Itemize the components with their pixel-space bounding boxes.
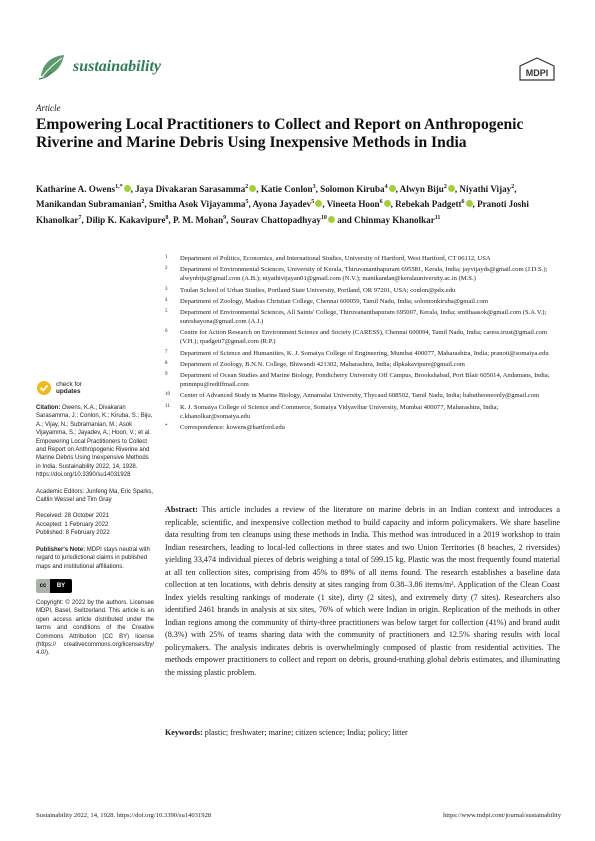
publisher-note-label: Publisher's Note: bbox=[36, 546, 86, 553]
author-name-text: Katie Conlon bbox=[260, 184, 313, 195]
check-updates-line2: updates bbox=[56, 388, 81, 395]
orcid-icon[interactable] bbox=[249, 185, 256, 192]
orcid-icon[interactable] bbox=[466, 200, 473, 207]
affiliation-number: 9 bbox=[165, 372, 168, 378]
author-name[interactable] bbox=[36, 199, 144, 209]
orcid-icon[interactable] bbox=[384, 200, 391, 207]
mdpi-logo-text: MDPI bbox=[525, 68, 549, 78]
affiliation-text: Department of Environmental Sciences, All Saints' College, Thiruvananthapuram 695007, Kerala, India; smithaasok@gmail.com (S.A.V.); sureshayona@gmail.com (A.J.) bbox=[180, 309, 547, 325]
author-affiliation-marker: 4 bbox=[384, 184, 388, 190]
affiliation-item bbox=[165, 350, 565, 359]
affiliation-text: Toulan School of Urban Studies, Portland State University, Portland, OR 97201, USA; conlon@pdx.edu bbox=[180, 286, 456, 294]
affiliation-number: 2 bbox=[165, 266, 168, 272]
author-name-text: Ayona Jayadev bbox=[252, 199, 312, 210]
published-date: Published: 8 February 2022 bbox=[36, 530, 110, 537]
author-name-text: Alwyn Biju bbox=[399, 184, 444, 195]
cc-by-license-badge[interactable] bbox=[36, 579, 72, 593]
author-name[interactable] bbox=[261, 184, 316, 194]
author-name[interactable] bbox=[459, 184, 514, 194]
keywords-label: Keywords: bbox=[165, 728, 203, 737]
check-updates-icon bbox=[36, 380, 52, 396]
affiliation-item bbox=[165, 404, 565, 422]
received-date: Received: 28 October 2021 bbox=[36, 513, 110, 520]
author-affiliation-marker: 9 bbox=[223, 214, 227, 221]
orcid-icon[interactable] bbox=[315, 200, 322, 207]
affiliation-number: 5 bbox=[165, 309, 168, 315]
author-name[interactable] bbox=[231, 215, 335, 225]
journal-header bbox=[37, 48, 557, 88]
author-affiliation-marker: 2 bbox=[443, 184, 447, 190]
author-name-text: Katharine A. Owens bbox=[36, 184, 116, 195]
affiliation-number: 10 bbox=[165, 392, 170, 398]
check-updates-line1: check for bbox=[56, 381, 82, 388]
author-name[interactable] bbox=[86, 215, 168, 225]
footer-journal-link[interactable]: https://www.mdpi.com/journal/sustainability bbox=[443, 812, 561, 819]
author-name-text: Niyathi Vijay bbox=[459, 184, 512, 195]
citation-label: Citation: bbox=[36, 405, 61, 411]
affiliation-number: 8 bbox=[165, 360, 168, 366]
author-affiliation-marker: 2 bbox=[245, 184, 249, 190]
author-name[interactable] bbox=[354, 215, 440, 225]
author-name[interactable] bbox=[36, 184, 131, 194]
author-affiliation-marker: 2 bbox=[511, 184, 515, 190]
affiliation-number: 3 bbox=[165, 286, 168, 292]
editors-label: Academic Editors: bbox=[36, 488, 85, 495]
affiliation-item bbox=[165, 287, 565, 296]
author-name[interactable] bbox=[400, 184, 455, 194]
keywords bbox=[165, 727, 560, 738]
copyright-notice: Copyright: © 2022 by the authors. Licensee MDPI, Basel, Switzerland. This article is an open access article distributed under the terms and conditions of the Creative Commons Attribution (CC BY) license (https:// creativecommons.org/licenses/by/ 4.0/). bbox=[36, 599, 154, 657]
author-name-text: P. M. Mohan bbox=[172, 214, 224, 225]
academic-editors bbox=[36, 488, 154, 505]
affiliation-list bbox=[165, 255, 565, 435]
affiliation-number: 11 bbox=[165, 403, 170, 409]
author-name-text: Sourav Chattopadhyay bbox=[230, 214, 321, 225]
accepted-date: Accepted: 1 February 2022 bbox=[36, 521, 109, 528]
citation-block bbox=[36, 404, 154, 480]
orcid-icon[interactable] bbox=[448, 185, 455, 192]
author-name[interactable] bbox=[320, 184, 395, 194]
affiliation-item bbox=[165, 392, 565, 401]
author-affiliation-marker: 3 bbox=[312, 184, 316, 190]
publisher-note-text: MDPI stays neutral with regard to jurisdictional claims in published maps and institutional affiliations. bbox=[36, 546, 150, 570]
check-for-updates-button[interactable] bbox=[36, 380, 154, 396]
author-name[interactable] bbox=[253, 199, 323, 209]
orcid-icon[interactable] bbox=[328, 216, 335, 223]
author-list: Katharine A. Owens$^{1,*}$ , Jaya Divakaran Sarasamma$^2$ , Katie Conlon$^3$, Solomon Kiruba$^4$ , Alwyn Biju$^2$ , Niyathi Vijay$^2$, Manikandan Subramanian$^2$, Smitha Asok Vijayamma$^5$, Ayona Jayadev$^5$ , Vineeta Hoon$^6$ , Rebekah Padgett$^6$ , Pranoti Joshi Khanolkar$^7$, Dilip K. Kakavipure$^8$, P. M. Mohan$^9$, Sourav Chattopadhyay$^{10}$ and Chinmay Khanolkar$^{11}$ bbox=[36, 184, 529, 225]
publisher-note bbox=[36, 546, 154, 571]
author-name-text: Chinmay Khanolkar bbox=[354, 214, 435, 225]
affiliation-number: * bbox=[165, 423, 168, 429]
leaf-icon bbox=[37, 52, 67, 82]
affiliation-number: 6 bbox=[165, 329, 168, 335]
citation-text[interactable]: Owens, K.A.; Divakaran Sarasamma, J.; Conlon, K.; Kiruba, S.; Biju, A.; Vijay, N.; Subramanian, M.; Asok Vijayamma, S.; Jayadev, A.; Hoon, V.; et al. Empowering Local Practitioners to Collect and Report on Anthropogenic Riverine and Marine Debris Using Inexpensive Methods in India. Sustainability 2022, 14, 1928. https://doi.org/10.3390/su14031928 bbox=[36, 405, 153, 479]
keywords-text: plastic; freshwater; marine; citizen science; India; policy; litter bbox=[204, 728, 408, 737]
affiliation-text: K. J. Somaiya College of Science and Commerce, Somaiya Vidyavihar University, Mumbai 400077, Maharashtra, India; c.khanolkar@somaiya.edu bbox=[180, 403, 499, 420]
author-name-text: Solomon Kiruba bbox=[320, 184, 385, 195]
affiliation-item bbox=[165, 372, 565, 390]
affiliation-number: 4 bbox=[165, 297, 168, 303]
journal-name[interactable]: sustainability bbox=[73, 58, 162, 75]
cc-badge-right: BY bbox=[50, 579, 72, 593]
affiliation-text: Center of Advanced Study in Marine Biology, Annamalai University, Thycaud 608502, Tamil Nadu, India; babutheoneonly@gmail.com bbox=[180, 392, 540, 400]
affiliation-item bbox=[165, 361, 565, 370]
affiliation-text: Department of Ocean Studies and Marine Biology, Pondicherry University Off Campus, Brookshabad, Port Blair 605014, Andamans, India; pmmnpu@rediffmail.com bbox=[180, 372, 550, 388]
author-affiliation-marker: 10 bbox=[320, 214, 327, 221]
author-name[interactable] bbox=[149, 199, 249, 209]
affiliation-text: Correspondence: kowens@hartford.edu bbox=[180, 423, 285, 431]
affiliation-item bbox=[165, 255, 565, 264]
affiliation-number: 1 bbox=[165, 255, 168, 260]
author-name-text: Rebekah Padgett bbox=[395, 199, 462, 210]
abstract-text: This article includes a review of the literature on marine debris in an Indian context and introduces a replicable, scientific, and inexpensive collection method to build capacity and inform policymakers. We share baseline data resulting from ten cleanups using these methods in India. This method was introduced in a 2019 workshop to train Indian researchers, leading to local-led collections in three states and two Union Territories (8 beaches, 2 riversides) yielding 33,474 individual pieces of debris weighing a total of 599.15 kg. Plastic was the most frequently found material at all ten collection sites, comprising from 45% to 89% of all items found. The research establishes a baseline data collection at ten locations, with debris density at sites ranging from 0.38–3.86 items/m². Application of the Clean Coast Index yields resulting rankings of moderate (1 site), dirty (2 sites), and extremely dirty (7 sites). Researchers also identified 2461 brands in analysis at six sites, 76% of which were Indian in origin. Replication of the methods in other Indian regions among the community of thirty-three practitioners was below target for collection (41%) and brand audit (8.3%) with 25% of teams sharing data with the community of practitioners and 12.5% sharing results with local policymakers. The analysis indicates debris is overwhelmingly composed of plastic from residential activities. The methods empower practitioners to collect and report on debris, ground-truthing global debris estimates, and illuminating the missing plastic problem. bbox=[165, 505, 560, 677]
author-name[interactable] bbox=[173, 215, 226, 225]
author-name-text: Pranoti Joshi Khanolkar bbox=[36, 199, 529, 225]
author-name-text: Manikandan Subramanian bbox=[36, 199, 142, 210]
abstract bbox=[165, 504, 560, 679]
affiliation-item bbox=[165, 309, 565, 327]
author-affiliation-marker: 11 bbox=[434, 214, 441, 221]
author-name-text: Jaya Divakaran Sarasamma bbox=[135, 184, 246, 195]
orcid-icon[interactable] bbox=[124, 185, 131, 192]
affiliation-item bbox=[165, 298, 565, 307]
cc-badge-left: cc bbox=[36, 579, 50, 593]
affiliation-text: Department of Science and Humanities, K. J. Somaiya College of Engineering, Mumbai 400077, Maharashtra, India; pranoti@somaiya.edu bbox=[180, 349, 549, 357]
author-affiliation-marker: 1,* bbox=[115, 184, 123, 190]
author-name-text: Dilip K. Kakavipure bbox=[86, 214, 166, 225]
footer-citation: Sustainability 2022, 14, 1928. https://doi.org/10.3390/su14031928 bbox=[36, 812, 212, 819]
author-name[interactable] bbox=[135, 184, 256, 194]
affiliation-text: Centre for Action Research on Environment Science and Society (CARESS), Chennai 600094, Tamil Nadu, India; caress.trust@gmail.com (V.H.); rpadgett7@gmail.com (R.P.) bbox=[180, 329, 547, 346]
mdpi-logo[interactable] bbox=[517, 56, 557, 82]
author-affiliation-marker: 8 bbox=[165, 214, 169, 221]
author-name-text: Vineeta Hoon bbox=[326, 199, 380, 210]
affiliation-text: Department of Zoology, B.N.N. College, Bhiwandi 421302, Maharashtra, India; dlpkakavipure@gmail.com bbox=[180, 360, 465, 368]
editors-text: Junfeng Ma, Eric Sparks, Caitlin Wessel and Tim Gray bbox=[36, 488, 154, 504]
affiliation-item bbox=[165, 329, 565, 347]
affiliation-item bbox=[165, 266, 565, 284]
publication-dates bbox=[36, 512, 154, 537]
affiliation-text: Department of Zoology, Madras Christian College, Chennai 600059, Tamil Nadu, India; solomonkiruba@gmail.com bbox=[180, 297, 488, 305]
author-affiliation-marker: 7 bbox=[78, 214, 82, 221]
author-affiliation-marker: 5 bbox=[245, 199, 249, 206]
author-affiliation-marker: 6 bbox=[461, 199, 465, 206]
affiliation-item bbox=[165, 424, 565, 433]
affiliation-number: 7 bbox=[165, 349, 168, 355]
author-name[interactable] bbox=[327, 199, 391, 209]
article-sidebar bbox=[36, 380, 154, 658]
affiliation-text: Department of Politics, Economics, and International Studies, University of Hartford, West Hartford, CT 06112, USA bbox=[180, 255, 491, 262]
author-name[interactable] bbox=[395, 199, 472, 209]
abstract-label: Abstract: bbox=[165, 505, 198, 514]
author-affiliation-marker: 5 bbox=[311, 199, 315, 206]
affiliation-text: Department of Environmental Sciences, University of Kerala, Thiruvananthapuram 695581, Kerala, India; jayvijayds@gmail.com (J.D.S.); alwynbiju@gmail.com (A.B.); niyathivijayan01@gmail.com (N.V.); manikandan@keralauniversity.ac.in (M.S.) bbox=[180, 266, 548, 283]
paper-title: Empowering Local Practitioners to Collect and Report on Anthropogenic Riverine and Marine Debris Using Inexpensive Methods in India bbox=[36, 116, 524, 151]
article-type: Article bbox=[36, 103, 61, 113]
author-affiliation-marker: 6 bbox=[379, 199, 383, 206]
author-name-text: Smitha Asok Vijayamma bbox=[148, 199, 246, 210]
orcid-icon[interactable] bbox=[389, 185, 396, 192]
author-affiliation-marker: 2 bbox=[141, 199, 145, 206]
